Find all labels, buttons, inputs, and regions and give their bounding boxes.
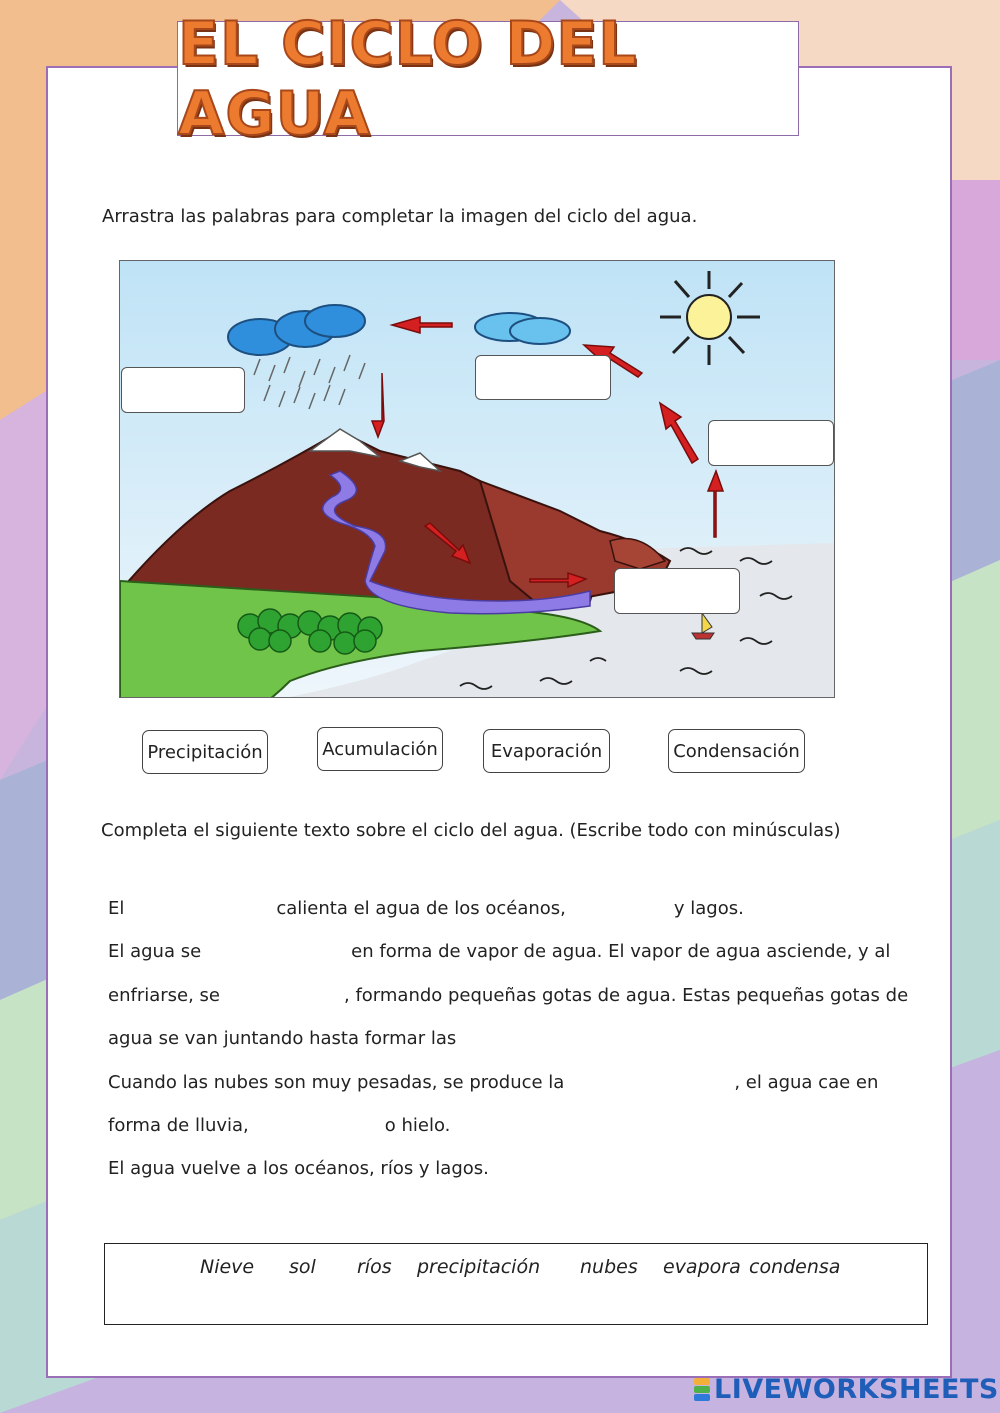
word-bank-item: ríos — [357, 1256, 392, 1278]
word-chip-evaporacion[interactable]: Evaporación — [483, 729, 610, 773]
word-chip-precipitacion[interactable]: Precipitación — [142, 730, 268, 774]
word-chip-condensacion[interactable]: Condensación — [668, 729, 805, 773]
word-bank — [104, 1243, 928, 1325]
word-bank-item: evapora — [663, 1256, 741, 1278]
instruction-drag: Arrastra las palabras para completar la imagen del ciclo del agua. — [102, 206, 698, 227]
water-cycle-illustration — [120, 261, 835, 698]
blank-input-7[interactable] — [249, 1114, 385, 1136]
text-line-7: El agua vuelve a los océanos, ríos y lagos. — [108, 1158, 489, 1179]
word-bank-item: Nieve — [200, 1256, 255, 1278]
logo-text: LIVEWORKSHEETS — [714, 1374, 999, 1405]
title-banner — [177, 8, 799, 149]
blank-input-6[interactable] — [564, 1071, 734, 1093]
text-line-6: forma de lluvia, o hielo. — [108, 1115, 451, 1136]
text-line-5: Cuando las nubes son muy pesadas, se produce la , el agua cae en — [108, 1072, 879, 1093]
blank-input-4[interactable] — [220, 984, 344, 1006]
liveworksheets-logo[interactable] — [694, 1374, 999, 1405]
text-line-4: agua se van juntando hasta formar las — [108, 1027, 606, 1049]
water-cycle-diagram — [119, 260, 835, 698]
blank-input-1[interactable] — [124, 897, 276, 919]
worksheet-title: EL CICLO DEL AGUA — [178, 8, 638, 149]
drop-zone-condensation[interactable] — [475, 355, 611, 400]
word-chip-acumulacion[interactable]: Acumulación — [317, 727, 443, 771]
word-bank-item: precipitación — [417, 1256, 541, 1278]
text-line-3: enfriarse, se , formando pequeñas gotas de agua. Estas pequeñas gotas de — [108, 985, 909, 1006]
drop-zone-accumulation[interactable] — [614, 568, 740, 614]
text-line-2: El agua se en forma de vapor de agua. El vapor de agua asciende, y al — [108, 941, 891, 962]
text-line-1: El calienta el agua de los océanos, y lagos. — [108, 898, 744, 919]
blank-input-2[interactable] — [566, 897, 674, 919]
liveworksheets-logo-icon — [694, 1378, 710, 1401]
word-bank-item: condensa — [749, 1256, 841, 1278]
drop-zone-precipitation[interactable] — [121, 367, 245, 413]
drop-zone-evaporation[interactable] — [708, 420, 834, 466]
blank-input-3[interactable] — [201, 940, 351, 962]
word-bank-item: sol — [289, 1256, 316, 1278]
instruction-complete-text: Completa el siguiente texto sobre el ciclo del agua. (Escribe todo con minúsculas) — [101, 820, 841, 841]
word-bank-item: nubes — [580, 1256, 638, 1278]
blank-input-5[interactable] — [456, 1027, 606, 1049]
